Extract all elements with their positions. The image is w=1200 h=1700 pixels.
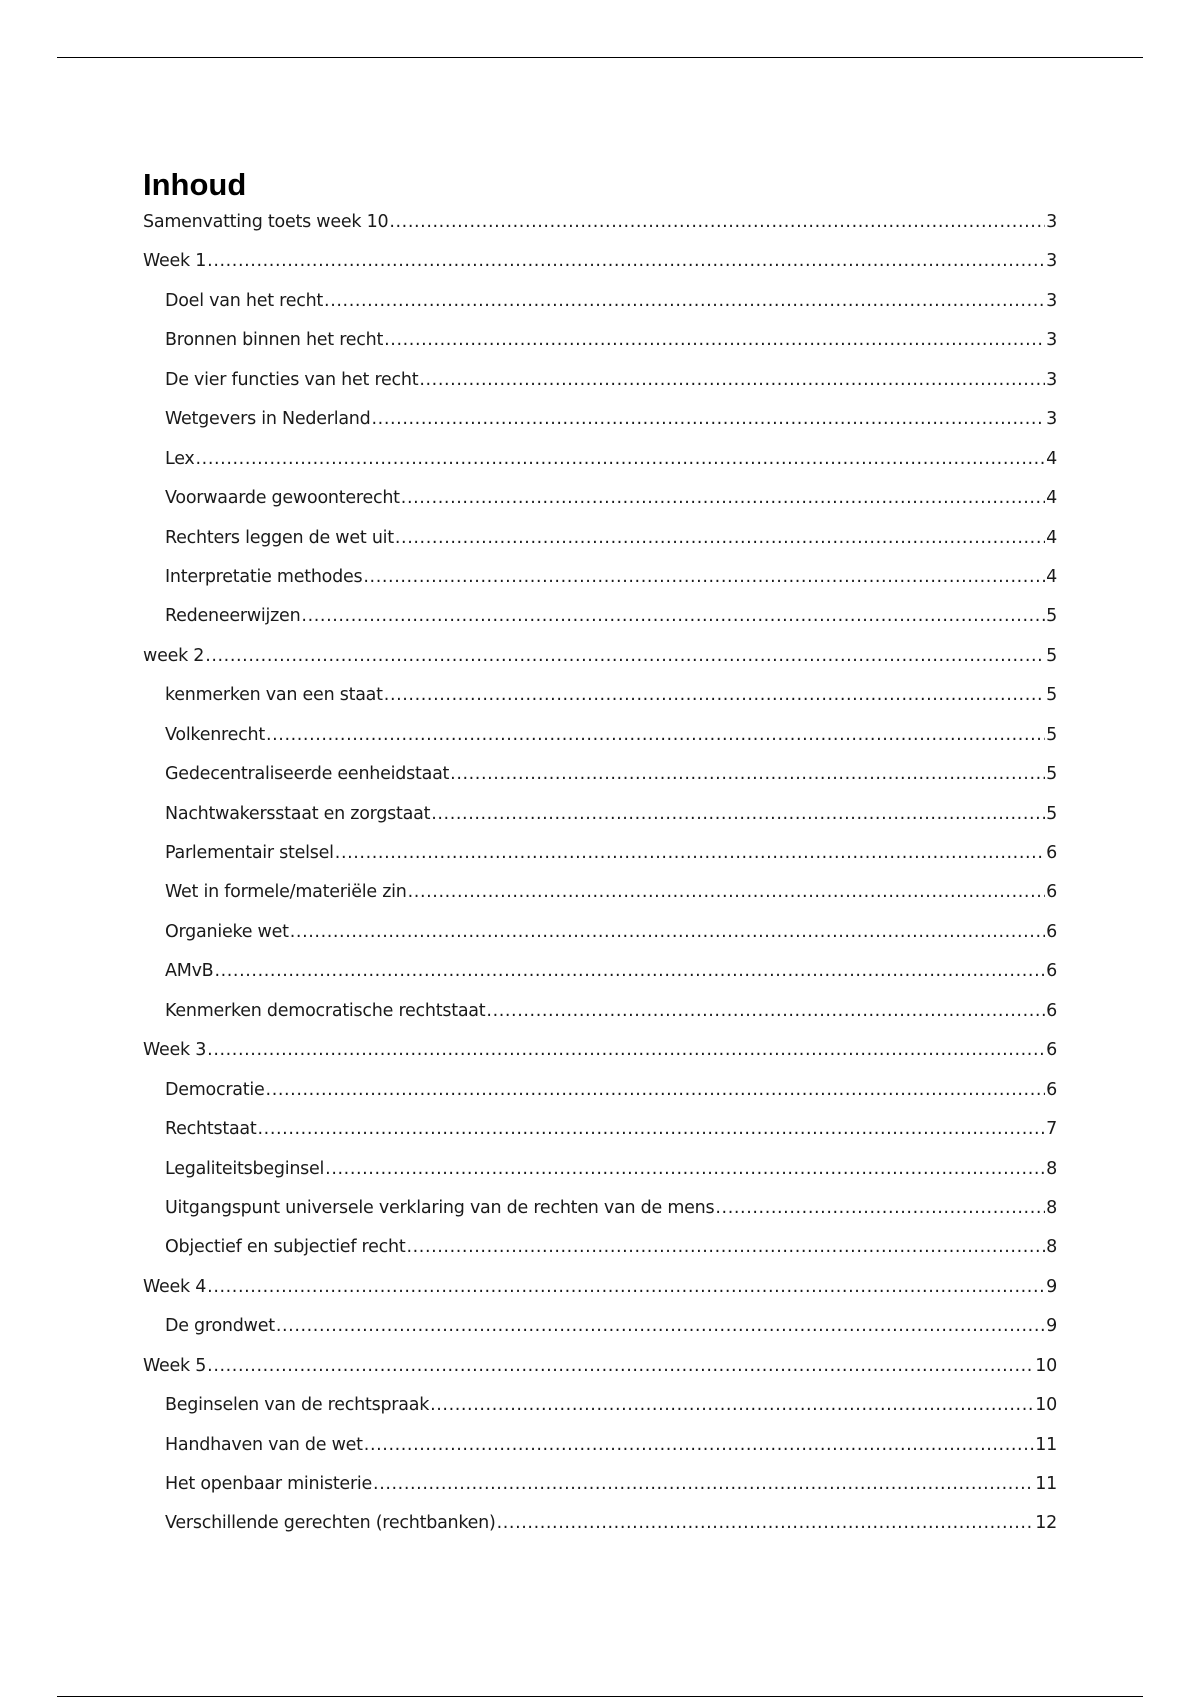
toc-entry[interactable]	[143, 291, 1057, 330]
toc-entry[interactable]	[143, 1040, 1057, 1079]
toc-entry-title[interactable]: kenmerken van een staat	[165, 685, 383, 706]
toc-entry-title[interactable]: Week 1	[143, 251, 207, 272]
toc-page-number: 9	[1046, 1316, 1057, 1337]
toc-entry[interactable]	[143, 1237, 1057, 1276]
toc-entry-title[interactable]: Wet in formele/materiële zin	[165, 882, 407, 903]
toc-entry-title[interactable]: Uitgangspunt universele verklaring van de rechten van de mens	[165, 1197, 715, 1218]
toc-page-number: 6	[1046, 1000, 1057, 1021]
toc-page-number: 4	[1046, 448, 1057, 469]
toc-page-number: 8	[1046, 1158, 1057, 1179]
toc-entry-title[interactable]: Redeneerwijzen	[165, 606, 301, 627]
toc-page-number: 4	[1046, 488, 1057, 509]
toc-entry-title[interactable]: Beginselen van de rechtspraak	[165, 1395, 430, 1416]
toc-dot-leader	[406, 1237, 1045, 1257]
toc-entry[interactable]	[143, 251, 1057, 290]
toc-dot-leader	[207, 1356, 1034, 1376]
toc-entry[interactable]	[143, 212, 1057, 251]
toc-page-number: 6	[1046, 882, 1057, 903]
toc-entry-title[interactable]: Objectief en subjectief recht	[165, 1237, 406, 1258]
toc-entry[interactable]	[143, 922, 1057, 961]
toc-page-number: 12	[1035, 1513, 1057, 1534]
toc-entry-title[interactable]: Democratie	[165, 1079, 265, 1100]
toc-entry[interactable]	[143, 725, 1057, 764]
toc-page-number: 5	[1046, 645, 1057, 666]
toc-entry[interactable]	[143, 1316, 1057, 1355]
toc-dot-leader	[486, 1001, 1045, 1021]
toc-page-number: 4	[1046, 527, 1057, 548]
toc-page-number: 6	[1046, 961, 1057, 982]
toc-page-number: 7	[1046, 1119, 1057, 1140]
toc-dot-leader	[389, 212, 1045, 232]
toc-entry-title[interactable]: AMvB	[165, 961, 214, 982]
toc-dot-leader	[450, 764, 1045, 784]
toc-entry[interactable]	[143, 1395, 1057, 1434]
toc-entry[interactable]	[143, 1474, 1057, 1513]
toc-dot-leader	[431, 804, 1045, 824]
toc-entry-title[interactable]: Kenmerken democratische rechtstaat	[165, 1000, 486, 1021]
toc-dot-leader	[372, 409, 1046, 429]
toc-dot-leader	[301, 606, 1045, 626]
toc-entry[interactable]	[143, 567, 1057, 606]
toc-entry[interactable]	[143, 370, 1057, 409]
toc-entry[interactable]	[143, 1159, 1057, 1198]
toc-list	[143, 212, 1057, 1553]
toc-entry[interactable]	[143, 1277, 1057, 1316]
toc-page-number: 4	[1046, 566, 1057, 587]
toc-entry[interactable]	[143, 1356, 1057, 1395]
toc-dot-leader	[497, 1513, 1035, 1533]
toc-page-number: 3	[1046, 251, 1057, 272]
toc-dot-leader	[325, 1159, 1045, 1179]
toc-entry[interactable]	[143, 1198, 1057, 1237]
toc-dot-leader	[384, 685, 1045, 705]
toc-page-number: 3	[1046, 409, 1057, 430]
toc-entry-title[interactable]: Voorwaarde gewoonterecht	[165, 488, 400, 509]
toc-page-number: 6	[1046, 1040, 1057, 1061]
toc-entry-title[interactable]: Week 4	[143, 1276, 207, 1297]
toc-dot-leader	[276, 1316, 1045, 1336]
toc-page-number: 11	[1035, 1434, 1057, 1455]
toc-entry-title[interactable]: Rechters leggen de wet uit	[165, 527, 394, 548]
toc-entry[interactable]	[143, 1001, 1057, 1040]
toc-title: Inhoud	[143, 167, 247, 202]
toc-entry[interactable]	[143, 1513, 1057, 1552]
toc-dot-leader	[207, 1277, 1045, 1297]
toc-entry-title[interactable]: Gedecentraliseerde eenheidstaat	[165, 764, 450, 785]
toc-entry[interactable]	[143, 882, 1057, 921]
toc-dot-leader	[430, 1395, 1034, 1415]
toc-page-number: 6	[1046, 1079, 1057, 1100]
toc-entry-title[interactable]: Het openbaar ministerie	[165, 1474, 373, 1494]
toc-entry-title[interactable]: Interpretatie methodes	[165, 566, 363, 587]
toc-dot-leader	[196, 449, 1046, 469]
toc-page-number: 10	[1035, 1355, 1057, 1376]
toc-entry[interactable]	[143, 528, 1057, 567]
toc-entry[interactable]	[143, 764, 1057, 803]
toc-page-number: 9	[1046, 1276, 1057, 1297]
toc-entry[interactable]	[143, 843, 1057, 882]
toc-page-number: 11	[1035, 1474, 1057, 1494]
toc-entry[interactable]	[143, 330, 1057, 369]
toc-page-number: 8	[1046, 1237, 1057, 1258]
toc-page-number: 5	[1046, 724, 1057, 745]
toc-dot-leader	[266, 725, 1045, 745]
toc-entry-title[interactable]: Parlementair stelsel	[165, 843, 334, 863]
toc-entry-title[interactable]: week 2	[143, 645, 205, 666]
toc-entry-title[interactable]: Week 3	[143, 1040, 207, 1061]
toc-entry-title[interactable]: Organieke wet	[165, 921, 289, 942]
toc-entry-title[interactable]: De grondwet	[165, 1316, 275, 1337]
toc-page-number: 10	[1035, 1395, 1057, 1416]
toc-dot-leader	[395, 528, 1045, 548]
footer-rule	[57, 1696, 1143, 1697]
toc-dot-leader	[207, 1040, 1045, 1060]
toc-entry[interactable]	[143, 409, 1057, 448]
toc-entry[interactable]	[143, 804, 1057, 843]
toc-entry-title[interactable]: Wetgevers in Nederland	[165, 409, 371, 430]
toc-dot-leader	[266, 1080, 1046, 1100]
toc-entry-title[interactable]: Nachtwakersstaat en zorgstaat	[165, 803, 431, 824]
toc-entry-title[interactable]: De vier functies van het recht	[165, 369, 419, 390]
toc-entry[interactable]	[143, 1080, 1057, 1119]
toc-dot-leader	[715, 1198, 1045, 1218]
toc-dot-leader	[419, 370, 1045, 390]
toc-entry-title[interactable]: Samenvatting toets week 10	[143, 212, 389, 232]
toc-entry-title[interactable]: Lex	[165, 448, 195, 469]
toc-entry-title[interactable]: Bronnen binnen het recht	[165, 330, 384, 351]
toc-entry[interactable]	[143, 961, 1057, 1000]
toc-dot-leader	[384, 330, 1045, 350]
toc-entry[interactable]	[143, 449, 1057, 488]
toc-dot-leader	[324, 291, 1045, 311]
toc-page-number: 5	[1046, 606, 1057, 627]
toc-entry[interactable]	[143, 1119, 1057, 1158]
toc-entry[interactable]	[143, 606, 1057, 645]
toc-page-number: 3	[1046, 330, 1057, 351]
table-of-contents	[143, 162, 1057, 1553]
toc-page-number: 6	[1046, 921, 1057, 942]
toc-dot-leader	[363, 567, 1045, 587]
toc-page-number: 5	[1046, 685, 1057, 706]
toc-entry-title[interactable]: Doel van het recht	[165, 290, 324, 311]
toc-entry[interactable]	[143, 1435, 1057, 1474]
toc-entry-title[interactable]: Week 5	[143, 1355, 207, 1376]
toc-entry[interactable]	[143, 488, 1057, 527]
toc-dot-leader	[335, 843, 1045, 863]
toc-dot-leader	[207, 251, 1045, 271]
toc-entry-title[interactable]: Legaliteitsbeginsel	[165, 1158, 325, 1179]
toc-page-number: 8	[1046, 1197, 1057, 1218]
toc-dot-leader	[373, 1474, 1034, 1494]
toc-page-number: 3	[1046, 290, 1057, 311]
toc-dot-leader	[401, 488, 1045, 508]
toc-page-number: 6	[1046, 843, 1057, 863]
toc-page-number: 5	[1046, 764, 1057, 785]
toc-entry[interactable]	[143, 646, 1057, 685]
toc-entry-title[interactable]: Rechtstaat	[165, 1119, 257, 1140]
toc-entry-title[interactable]: Verschillende gerechten (rechtbanken)	[165, 1513, 496, 1534]
toc-dot-leader	[290, 922, 1045, 942]
toc-entry-title[interactable]: Volkenrecht	[165, 724, 265, 745]
toc-dot-leader	[364, 1435, 1034, 1455]
toc-page-number: 5	[1046, 803, 1057, 824]
toc-dot-leader	[258, 1119, 1046, 1139]
toc-dot-leader	[408, 882, 1045, 902]
toc-dot-leader	[205, 646, 1045, 666]
toc-entry-title[interactable]: Handhaven van de wet	[165, 1434, 363, 1455]
toc-dot-leader	[214, 961, 1045, 981]
toc-page-number: 3	[1046, 212, 1057, 232]
header-rule	[57, 57, 1143, 58]
toc-entry[interactable]	[143, 685, 1057, 724]
toc-page-number: 3	[1046, 369, 1057, 390]
